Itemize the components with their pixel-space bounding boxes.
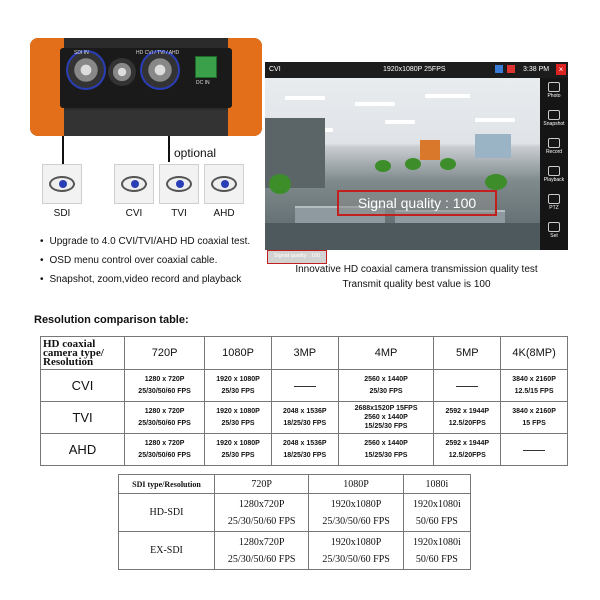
hd-coax-bnc-port: [142, 52, 178, 88]
tester-device-top: [30, 38, 262, 136]
table-cell: 1920x1080P 25/30/50/60 FPS: [309, 532, 403, 570]
column-header: 4MP: [338, 337, 434, 370]
side-item-snapshot[interactable]: Snapshot: [540, 110, 568, 127]
table-cell: 1280x720P 25/30/50/60 FPS: [215, 532, 309, 570]
ceiling-lamp: [425, 94, 470, 98]
table-cell: 1280 x 720P 25/30/50/60 FPS: [125, 434, 205, 466]
dc-terminal: [195, 56, 217, 78]
table-row: [41, 402, 568, 434]
tvi-camera-icon: [159, 164, 199, 204]
screen-mode: CVI: [269, 66, 281, 73]
tvi-label: TVI: [171, 208, 187, 219]
port-label-dc: DC IN: [196, 80, 210, 86]
plant: [269, 174, 291, 194]
plant: [485, 174, 507, 190]
table-cell-empty: [434, 370, 501, 402]
row-header: HD-SDI: [119, 494, 215, 532]
row-header: EX-SDI: [119, 532, 215, 570]
record-video-icon: [548, 138, 560, 148]
ahd-label: AHD: [213, 208, 235, 219]
ceiling-lamp: [355, 102, 395, 106]
plant: [405, 158, 421, 170]
ceiling-lamp: [475, 118, 515, 122]
table-cell-empty: [501, 434, 568, 466]
cvi-label: CVI: [125, 208, 143, 219]
cvi-camera-icon: [114, 164, 154, 204]
floor-cubicles: [265, 223, 540, 250]
plant: [375, 160, 391, 172]
play-icon: [548, 166, 560, 176]
table-cell: 2048 x 1536P 18/25/30 FPS: [271, 434, 338, 466]
table-cell: 2048 x 1536P 18/25/30 FPS: [271, 402, 338, 434]
wifi-icon: [495, 65, 503, 73]
table-cell: 1280x720P 25/30/50/60 FPS: [215, 494, 309, 532]
settings-icon: [548, 222, 560, 232]
table-cell: 1920 x 1080P 25/30 FPS: [205, 434, 272, 466]
optional-connector-line: [168, 136, 170, 162]
table-row: [41, 434, 568, 466]
sdi-label: SDI: [53, 208, 71, 219]
table-row: [119, 494, 471, 532]
feature-item: • Snapshot, zoom,video record and playback: [40, 270, 250, 289]
column-header: 3MP: [271, 337, 338, 370]
table-cell: 1920x1080i 50/60 FPS: [403, 532, 470, 570]
side-item-ptz[interactable]: PTZ: [540, 194, 568, 211]
table-cell: 3840 x 2160P 12.5/15 FPS: [501, 370, 568, 402]
table-cell: 1920 x 1080P 25/30 FPS: [205, 402, 272, 434]
column-header: 1080i: [403, 475, 470, 494]
column-header: 4K(8MP): [501, 337, 568, 370]
caption-line-1: Innovative HD coaxial camera transmission quality test: [295, 264, 538, 275]
screen-status-bar: [265, 62, 568, 78]
signal-quality-indicator: Signal quality : 100: [267, 250, 327, 264]
signal-quality-overlay: Signal quality : 100: [337, 190, 497, 216]
caption-line-2: Transmit quality best value is 100: [342, 279, 491, 290]
sdi-resolution-table: [118, 474, 471, 570]
row-header: TVI: [41, 402, 125, 434]
table-cell: 1920 x 1080P 25/30 FPS: [205, 370, 272, 402]
device-bumper-right: [228, 38, 262, 136]
side-item-record[interactable]: Record: [540, 138, 568, 155]
ceiling-lamp: [285, 96, 325, 100]
table-cell: 1920x1080i 50/60 FPS: [403, 494, 470, 532]
table-corner-header: HD coaxial camera type/ Resolution: [41, 337, 125, 370]
table-cell: 3840 x 2160P 15 FPS: [501, 402, 568, 434]
screen-side-menu: [540, 78, 568, 250]
camera-type-icons: [42, 164, 262, 222]
record-icon: [507, 65, 515, 73]
table-row: [41, 370, 568, 402]
window: [475, 134, 511, 158]
device-lower-body: [64, 110, 228, 136]
column-header: 1080P: [309, 475, 403, 494]
camera-live-view: [265, 78, 540, 259]
ptz-icon: [548, 194, 560, 204]
table-cell: 2688x1520P 15FPS 2560 x 1440P 15/25/30 FPS: [338, 402, 434, 434]
table-cell: 1280 x 720P 25/30/50/60 FPS: [125, 402, 205, 434]
table-cell: 1920x1080P 25/30/50/60 FPS: [309, 494, 403, 532]
side-item-photo[interactable]: Photo: [540, 82, 568, 99]
row-header: AHD: [41, 434, 125, 466]
side-item-playback[interactable]: Playback: [540, 166, 568, 183]
device-bumper-left: [30, 38, 64, 136]
side-item-set[interactable]: Set: [540, 222, 568, 239]
camera-icon: [548, 110, 560, 120]
video-out-bnc-port: [108, 58, 136, 86]
table-cell-empty: [271, 370, 338, 402]
photo-icon: [548, 82, 560, 92]
table-cell: 2560 x 1440P 15/25/30 FPS: [338, 434, 434, 466]
resolution-table-title: Resolution comparison table:: [34, 314, 189, 326]
row-header: CVI: [41, 370, 125, 402]
column-header: 1080P: [205, 337, 272, 370]
screen-resolution: 1920x1080P 25FPS: [383, 66, 446, 73]
ceiling-lamp: [385, 120, 415, 124]
screen-time: 3:38 PM: [523, 66, 550, 73]
feature-item: • Upgrade to 4.0 CVI/TVI/AHD HD coaxial test.: [40, 232, 250, 251]
sdi-camera-icon: [42, 164, 82, 204]
feature-list: [40, 232, 250, 289]
sdi-connector-line: [62, 136, 64, 164]
sdi-table-corner-header: SDI type/Resolution: [119, 475, 215, 494]
resolution-comparison-table: [40, 336, 568, 466]
orange-panel: [420, 140, 440, 160]
column-header: 720P: [125, 337, 205, 370]
table-cell: 1280 x 720P 25/30/50/60 FPS: [125, 370, 205, 402]
optional-label: optional: [174, 146, 217, 160]
column-header: 720P: [215, 475, 309, 494]
port-label-coax: HD CVI / TVI / AHD: [136, 50, 180, 56]
screen-caption: [265, 262, 568, 292]
table-cell: 2560 x 1440P 25/30 FPS: [338, 370, 434, 402]
sdi-bnc-port: [68, 52, 104, 88]
feature-item: • OSD menu control over coaxial cable.: [40, 251, 250, 270]
port-label-sdi: SDI IN: [74, 50, 89, 56]
table-row: [119, 532, 471, 570]
tester-screen: [265, 62, 568, 259]
table-cell: 2592 x 1944P 12.5/20FPS: [434, 434, 501, 466]
close-icon[interactable]: ×: [556, 64, 566, 75]
ahd-camera-icon: [204, 164, 244, 204]
table-cell: 2592 x 1944P 12.5/20FPS: [434, 402, 501, 434]
column-header: 5MP: [434, 337, 501, 370]
plant: [440, 158, 456, 170]
